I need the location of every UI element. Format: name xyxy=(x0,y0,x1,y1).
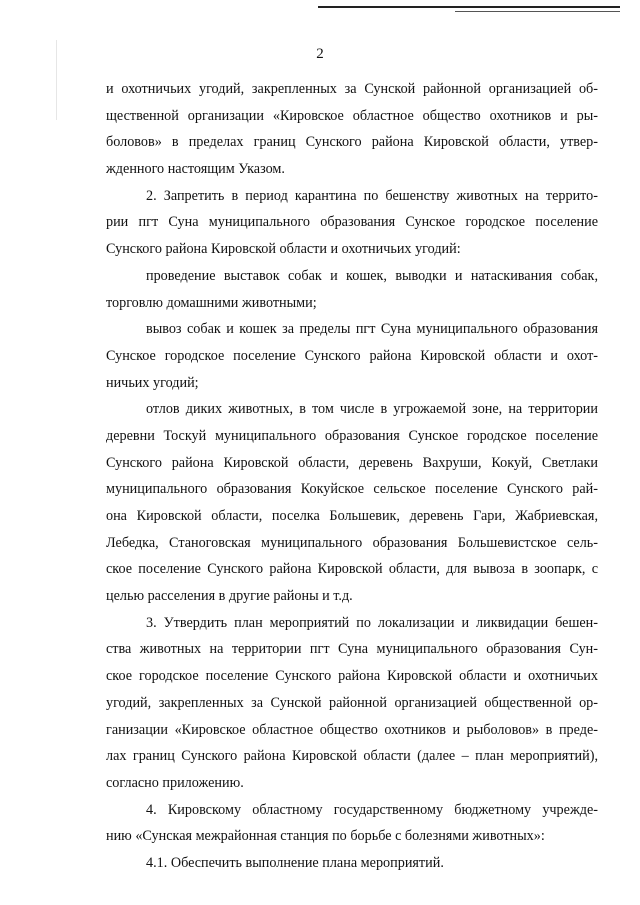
top-border-line-thin xyxy=(455,11,620,12)
top-border-line xyxy=(318,6,620,8)
text-line: проведение выставок собак и кошек, выводки и натаскивания собак, xyxy=(146,267,598,284)
text-line: угодий, закрепленных за Сунской районной организацией общественной ор- xyxy=(106,694,598,711)
text-line: согласно приложению. xyxy=(106,774,244,791)
text-line: лах границ Сунского района Кировской области (далее – план мероприятий), xyxy=(106,748,598,765)
document-body xyxy=(106,76,598,877)
text-line: нию «Сунская межрайонная станция по борьбе с болезнями животных»: xyxy=(106,828,545,845)
text-line: Сунского района Кировской области, деревень Вахруши, Кокуй, Светлаки xyxy=(106,454,598,471)
text-line: жденного настоящим Указом. xyxy=(106,161,285,178)
text-line: муниципального образования Кокуйское сельское поселение Сунского рай- xyxy=(106,481,598,498)
text-line: ганизации «Кировское областное общество охотников и рыболовов» в преде- xyxy=(106,721,598,738)
text-line: деревни Тоскуй муниципального образования Сунское городское поселение xyxy=(106,427,598,444)
text-line: рии пгт Суна муниципального образования Сунское городское поселение xyxy=(106,214,598,231)
text-line: ское поселение Сунского района Кировской области, для вывоза в зоопарк, с xyxy=(106,561,598,578)
page-number: 2 xyxy=(316,46,324,62)
text-line: 4. Кировскому областному государственному бюджетному учрежде- xyxy=(146,801,598,818)
text-line: она Кировской области, поселка Большевик, деревень Гари, Жабриевская, xyxy=(106,508,598,524)
text-line: отлов диких животных, в том числе в угрожаемой зоне, на территории xyxy=(146,401,598,418)
text-line: целью расселения в другие районы и т.д. xyxy=(106,588,353,605)
text-line: Лебедка, Станоговская муниципального образования Большевистское сель- xyxy=(106,534,598,551)
text-line: 4.1. Обеспечить выполнение плана мероприятий. xyxy=(146,854,444,871)
text-line: 3. Утвердить план мероприятий по локализации и ликвидации бешен- xyxy=(146,614,598,631)
text-line: Сунское городское поселение Сунского района Кировской области и охот- xyxy=(106,347,598,364)
text-line: 2. Запретить в период карантина по бешенству животных на террито- xyxy=(146,187,598,204)
text-line: вывоз собак и кошек за пределы пгт Суна муниципального образования xyxy=(146,321,598,338)
text-line: ства животных на территории пгт Суна муниципального образования Сун- xyxy=(106,641,598,658)
text-line: ничьих угодий; xyxy=(106,374,199,391)
text-line: ское городское поселение Сунского района Кировской области и охотничьих xyxy=(106,668,598,685)
text-line: торговлю домашними животными; xyxy=(106,294,317,311)
text-line: и охотничьих угодий, закрепленных за Сунской районной организацией об- xyxy=(106,81,598,97)
text-line: щественной организации «Кировское областное общество охотников и ры- xyxy=(106,107,598,124)
text-line: боловов» в пределах границ Сунского района Кировской области, утвер- xyxy=(106,134,598,151)
text-line: Сунского района Кировской области и охотничьих угодий: xyxy=(106,241,461,258)
